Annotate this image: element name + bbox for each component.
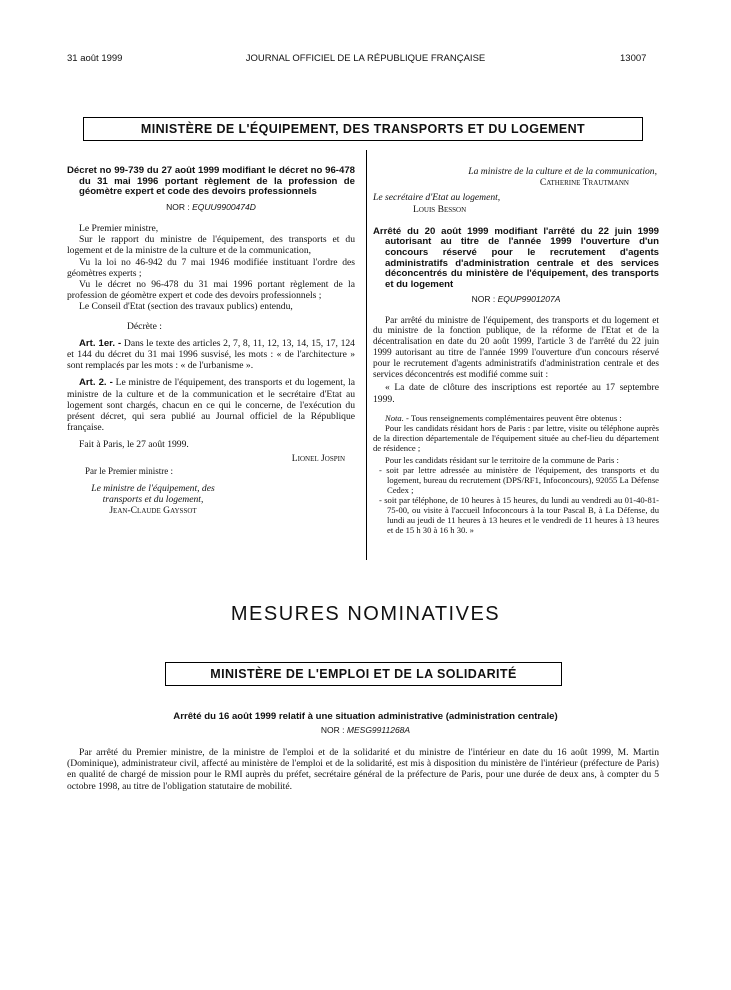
done-at: Fait à Paris, le 27 août 1999. xyxy=(79,439,189,451)
article-2-text: Le ministre de l'équipement, des transports et du logement, la ministre de la culture et de la communication et le secrétaire d'Etat au logement sont chargés, chacun en ce qui le concerne, de l'exécution du présent décret, qui sera publié au Journal officiel de la République française. xyxy=(67,377,355,434)
article-2 xyxy=(67,377,355,433)
right-column xyxy=(373,166,659,535)
signatory-pm: Lionel Jospin xyxy=(291,452,345,464)
nota-block xyxy=(373,413,659,535)
decree-visa-2: Vu la loi no 46-942 du 7 mai 1946 modifiée instituant l'ordre des géomètres experts ; xyxy=(67,256,355,279)
header-date: 31 août 1999 xyxy=(67,53,123,64)
arrete1-body: Par arrêté du ministre de l'équipement, des transports et du logement et du ministre de la fonction publique, de la réforme de l'Etat et de la décentralisation en date du 20 août 1999, l'article 3 de l'arrêté du 22 juin 1999 autorisant au titre de l'année 1999 l'ouverture d'un concours réservé pour le recrutement d'agents administratifs d'administration centrale et des services déconcentrés est modifié comme suit : xyxy=(373,315,659,380)
arrete2-body-block xyxy=(67,747,659,792)
nor-label: NOR : xyxy=(471,294,496,305)
arrete1-nor xyxy=(373,294,659,305)
nor-label: NOR : xyxy=(166,201,190,212)
minister-role: Le ministre de l'équipement, des transports et du logement, xyxy=(91,483,215,506)
nor-code: EQUU9900474D xyxy=(192,201,256,212)
article-1-text: Dans le texte des articles 2, 7, 8, 11, 12, 13, 14, 15, 17, 124 et 144 du décret du 31 mai 1996 susvisé, les mots : « de l'architecture » sont remplacés par les mots : « de l'urbanisme ». xyxy=(67,337,355,372)
housing-role: Le secrétaire d'Etat au logement, xyxy=(373,192,501,204)
nota-label: Nota. xyxy=(385,412,404,423)
decrete: Décrète : xyxy=(127,320,162,332)
article-1 xyxy=(67,338,355,372)
arrete2-body: Par arrêté du Premier ministre, de la ministre de l'emploi et de la solidarité et du ministre de l'intérieur en date du 16 août 1999, M. Martin (Dominique), administrateur civil, affecté au ministère de l'emploi et de la solidarité, est mis à disposition du ministère de l'intérieur (préfecture de Paris) en qualité de chargé de mission pour le RMI auprès du préfet, secrétaire général de la préfecture de Paris, pour une durée de deux ans, à compter du 5 octobre 1998, au titre de l'obligation statutaire de mobilité. xyxy=(67,747,659,792)
nor-label: NOR : xyxy=(320,725,345,735)
nota-text: - Tous renseignements complémentaires peuvent être obtenus : xyxy=(406,412,622,423)
decree-visa-4: Le Conseil d'Etat (section des travaux publics) entendu, xyxy=(79,301,293,313)
decree-title: Décret no 99-739 du 27 août 1999 modifiant le décret no 96-478 du 31 mai 1996 portant règlement de la profession de géomètre expert et code des devoirs professionnels xyxy=(67,165,355,198)
nor-code: MESG9911268A xyxy=(346,725,411,735)
arrete2-nor xyxy=(0,725,731,735)
journal-title: JOURNAL OFFICIEL DE LA RÉPUBLIQUE FRANÇAISE xyxy=(245,53,486,64)
decree-visa-1: Sur le rapport du ministre de l'équipement, des transports et du logement et de la ministre de la culture et de la communication, xyxy=(67,234,355,257)
contact-item-2: - soit par téléphone, de 10 heures à 15 heures, du lundi au vendredi au 01-40-81-75-00, ou visite à l'accueil Infoconcours à la tour Pascal B, à La Défense, du lundi au jeudi de 11 heures à 13 heures et le vendredi de 11 heures à 13 heures et de 15 h 30 à 16 h 30. » xyxy=(379,494,659,535)
arrete1-quote: « La date de clôture des inscriptions est reportée au 17 septembre 1999. xyxy=(373,382,659,405)
nota xyxy=(373,413,659,423)
nor-code: EQUP9901207A xyxy=(497,294,561,305)
article-1-label: Art. 1er. - xyxy=(79,337,122,349)
page-number: 13007 xyxy=(620,53,647,64)
inside-paris: Pour les candidats résidant sur le territoire de la commune de Paris : xyxy=(385,454,619,465)
section-title: MESURES NOMINATIVES xyxy=(230,603,501,625)
ministry-banner-2: MINISTÈRE DE L'EMPLOI ET DE LA SOLIDARITÉ xyxy=(165,662,562,686)
article-2-label: Art. 2. - xyxy=(79,377,113,389)
culture-name: Catherine Trautmann xyxy=(539,177,629,189)
culture-role: La ministre de la culture et de la communication, xyxy=(468,166,657,177)
arrete1-title: Arrêté du 20 août 1999 modifiant l'arrêté du 22 juin 1999 autorisant au titre de l'année 1999 l'ouverture d'un concours réservé pour le recrutement d'agents administratifs d'administration centrale et des services déconcentrés du ministère de l'équipement, des transports et du logement xyxy=(373,225,659,290)
housing-name: Louis Besson xyxy=(413,203,467,215)
ministry-banner: MINISTÈRE DE L'ÉQUIPEMENT, DES TRANSPORTS ET DU LOGEMENT xyxy=(83,117,643,141)
decree-column xyxy=(67,166,355,517)
outside-paris: Pour les candidats résidant hors de Paris : par lettre, visite ou téléphone auprès de la direction départementale de l'équipement située au chef-lieu du département de résidence ; xyxy=(373,422,659,453)
minister-name: Jean-Claude Gayssot xyxy=(109,505,197,517)
decree-preamble: Le Premier ministre, xyxy=(79,222,159,234)
column-separator xyxy=(366,150,367,560)
decree-nor xyxy=(67,202,355,213)
arrete2-title: Arrêté du 16 août 1999 relatif à une situation administrative (administration centrale) xyxy=(173,711,558,722)
by-pm: Par le Premier ministre : xyxy=(85,465,173,476)
decree-visa-3: Vu le décret no 96-478 du 31 mai 1996 portant règlement de la profession de géomètre expert et code des devoirs professionnels ; xyxy=(67,279,355,302)
contact-item-1: - soit par lettre adressée au ministère de l'équipement, des transports et du logement, bureau du recrutement (DPS/RF1, Infoconcours), 92055 La Défense Cedex ; xyxy=(379,464,659,495)
